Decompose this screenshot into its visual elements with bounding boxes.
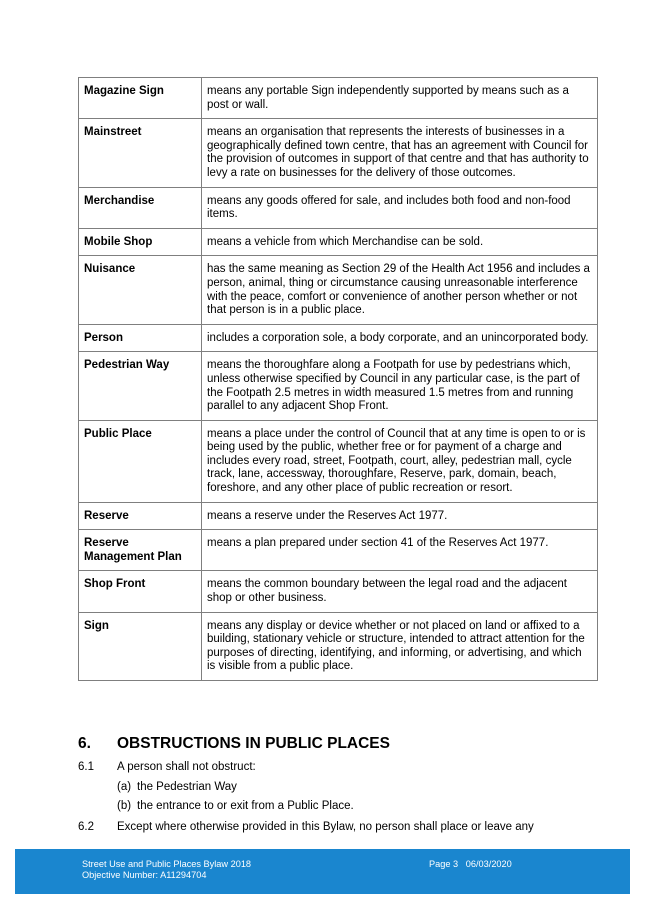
clause-text: A person shall not obstruct: (117, 761, 256, 773)
definition-text: means the thoroughfare along a Footpath for use by pedestrians which, unless otherwise specified by Council in any particular case, is the part of the Footpath 2.5 metres in width measured 1.5 metres from and running parallel to any adjacent Shop Front. (202, 352, 598, 420)
definition-term: Reserve (79, 502, 202, 530)
section-number: 6. (78, 735, 91, 752)
subclause-label: (b) (117, 800, 132, 812)
clause-number: 6.1 (78, 761, 94, 773)
clause-6-1 (78, 760, 598, 774)
clause-text: Except where otherwise provided in this Bylaw, no person shall place or leave any (117, 821, 534, 833)
footer-page-date: Page 3 06/03/2020 (429, 859, 512, 869)
definition-row (79, 530, 598, 571)
section-heading (78, 735, 558, 753)
definition-term: Merchandise (79, 187, 202, 228)
footer-objective-number: Objective Number: A11294704 (82, 870, 207, 880)
definition-text: means a plan prepared under section 41 of the Reserves Act 1977. (202, 530, 598, 571)
page-footer (15, 849, 630, 894)
subclause-a (117, 780, 587, 794)
definition-term: Person (79, 324, 202, 352)
definition-row (79, 187, 598, 228)
definition-text: means a reserve under the Reserves Act 1977. (202, 502, 598, 530)
definition-row (79, 420, 598, 502)
definition-term: Reserve Management Plan (79, 530, 202, 571)
definition-text: means any display or device whether or not placed on land or affixed to a building, stationary vehicle or structure, intended to attract attention for the purposes of directing, identifying, and informing, or advertising, and which is visible from a public place. (202, 612, 598, 680)
definition-text: means a vehicle from which Merchandise can be sold. (202, 228, 598, 256)
clause-number: 6.2 (78, 821, 94, 833)
section-title: OBSTRUCTIONS IN PUBLIC PLACES (117, 735, 390, 752)
definition-term: Sign (79, 612, 202, 680)
definition-row (79, 228, 598, 256)
definition-text: means an organisation that represents the interests of businesses in a geographically defined town centre, that has an agreement with Council for the provision of outcomes in support of that centre and that has authority to levy a rate on businesses for the delivery of those outcomes. (202, 119, 598, 187)
definition-text: means any portable Sign independently supported by means such as a post or wall. (202, 78, 598, 119)
definition-term: Public Place (79, 420, 202, 502)
subclause-text: the entrance to or exit from a Public Place. (137, 800, 354, 812)
definition-row (79, 119, 598, 187)
definition-term: Nuisance (79, 256, 202, 324)
definitions-body (79, 78, 598, 681)
definition-row (79, 502, 598, 530)
clause-6-2 (78, 820, 598, 834)
definition-term: Magazine Sign (79, 78, 202, 119)
definition-text: means the common boundary between the legal road and the adjacent shop or other business. (202, 571, 598, 612)
definition-row (79, 324, 598, 352)
definition-row (79, 352, 598, 420)
definitions-table (78, 77, 598, 681)
subclause-b (117, 799, 587, 813)
definition-row (79, 571, 598, 612)
subclause-label: (a) (117, 781, 132, 793)
definition-row (79, 78, 598, 119)
definition-term: Shop Front (79, 571, 202, 612)
definition-term: Pedestrian Way (79, 352, 202, 420)
subclause-text: the Pedestrian Way (137, 781, 237, 793)
definition-text: means a place under the control of Council that at any time is open to or is being used by the public, whether free or for payment of a charge and includes every road, street, Footpath, court, alley, pedestrian mall, cycle track, lane, accessway, thoroughfare, Reserve, park, domain, beach, foreshore, and any other place of public recreation or resort. (202, 420, 598, 502)
definition-term: Mainstreet (79, 119, 202, 187)
footer-title: Street Use and Public Places Bylaw 2018 (82, 859, 252, 869)
definition-term: Mobile Shop (79, 228, 202, 256)
definition-text: means any goods offered for sale, and includes both food and non-food items. (202, 187, 598, 228)
definition-text: includes a corporation sole, a body corporate, and an unincorporated body. (202, 324, 598, 352)
definition-row (79, 256, 598, 324)
definition-text: has the same meaning as Section 29 of the Health Act 1956 and includes a person, animal, thing or circumstance causing unreasonable interference with the peace, comfort or convenience of another person whether or not that person is in a public place. (202, 256, 598, 324)
definition-row (79, 612, 598, 680)
